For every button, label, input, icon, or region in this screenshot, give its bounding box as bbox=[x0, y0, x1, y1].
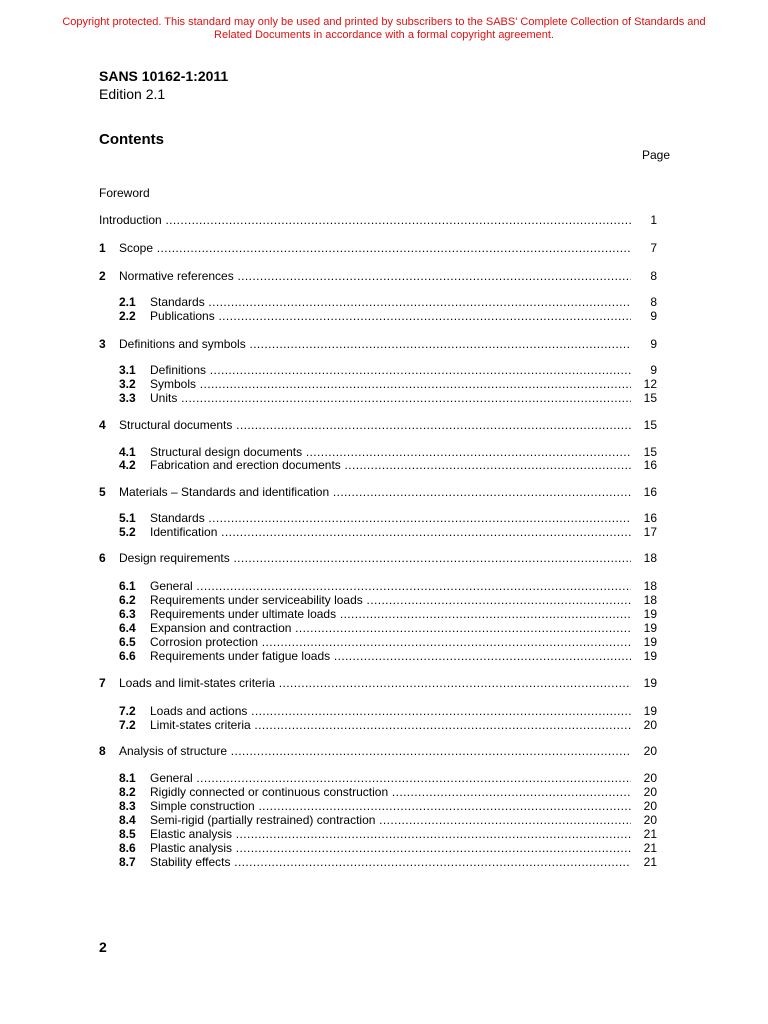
toc-entry-number: 6 bbox=[99, 551, 106, 565]
toc-entry-title: Fabrication and erection documents bbox=[150, 458, 341, 472]
toc-entry-title: Plastic analysis bbox=[150, 841, 233, 855]
toc-entry-number: 7.2 bbox=[119, 704, 136, 718]
toc-entry-title: Loads and actions bbox=[150, 704, 248, 718]
page-column-heading: Page bbox=[641, 148, 670, 162]
toc-entry[interactable] bbox=[99, 744, 657, 758]
toc-entry-title: Standards bbox=[150, 511, 205, 525]
toc-subentry[interactable] bbox=[119, 607, 657, 621]
toc-subentry[interactable] bbox=[119, 621, 657, 635]
toc-subentry[interactable] bbox=[119, 827, 657, 841]
toc-entry-title: Materials – Standards and identification bbox=[119, 485, 330, 499]
toc-entry-page: 15 bbox=[643, 391, 657, 405]
toc-entry-number: 8.5 bbox=[119, 827, 136, 841]
toc-entry-title: Requirements under serviceability loads bbox=[150, 593, 363, 607]
toc-subentry[interactable] bbox=[119, 445, 657, 459]
toc-entry-page: 19 bbox=[643, 649, 657, 663]
toc-entry-title: Standards bbox=[150, 295, 205, 309]
toc-entry[interactable] bbox=[99, 485, 657, 499]
toc-subentry[interactable] bbox=[119, 704, 657, 718]
toc-subentry[interactable] bbox=[119, 579, 657, 593]
toc-subentry[interactable] bbox=[119, 771, 657, 785]
toc-subentry[interactable] bbox=[119, 813, 657, 827]
toc-entry-page: 18 bbox=[643, 579, 657, 593]
toc-entry-number: 5 bbox=[99, 485, 106, 499]
toc-entry-number: 6.5 bbox=[119, 635, 136, 649]
copyright-notice bbox=[0, 16, 768, 42]
toc-entry[interactable] bbox=[99, 551, 657, 565]
standard-edition: Edition 2.1 bbox=[99, 86, 166, 102]
toc-entry[interactable] bbox=[99, 418, 657, 432]
toc-subentry[interactable] bbox=[119, 649, 657, 663]
toc-entry-number: 4.2 bbox=[119, 458, 136, 472]
toc-entry-page: 20 bbox=[643, 771, 657, 785]
toc-entry-page: 20 bbox=[643, 799, 657, 813]
toc-entry-number: 5.1 bbox=[119, 511, 136, 525]
toc-entry-number: 7 bbox=[99, 676, 106, 690]
toc-entry-number: 8.2 bbox=[119, 785, 136, 799]
toc-subentry[interactable] bbox=[119, 309, 657, 323]
toc-entry-number: 6.3 bbox=[119, 607, 136, 621]
toc-subentry[interactable] bbox=[119, 511, 657, 525]
toc-entry-title: Semi-rigid (partially restrained) contraction bbox=[150, 813, 376, 827]
toc-entry[interactable] bbox=[99, 337, 657, 351]
toc-entry-number: 5.2 bbox=[119, 525, 136, 539]
toc-subentry[interactable] bbox=[119, 458, 657, 472]
toc-subentry[interactable] bbox=[119, 363, 657, 377]
toc-subentry[interactable] bbox=[119, 841, 657, 855]
page-number: 2 bbox=[99, 939, 107, 955]
toc-entry-number: 8.7 bbox=[119, 855, 136, 869]
toc-entry[interactable] bbox=[99, 676, 657, 690]
standard-number: SANS 10162-1:2011 bbox=[99, 68, 229, 84]
toc-entry-number: 1 bbox=[99, 241, 106, 255]
toc-entry[interactable] bbox=[99, 269, 657, 283]
toc-entry-number: 8 bbox=[99, 744, 106, 758]
toc-entry-title: Units bbox=[150, 391, 178, 405]
toc-entry-page: 7 bbox=[650, 241, 657, 255]
toc-subentry[interactable] bbox=[119, 635, 657, 649]
toc-entry-title: Simple construction bbox=[150, 799, 255, 813]
toc-entry-number: 4.1 bbox=[119, 445, 136, 459]
toc-entry-page: 9 bbox=[650, 363, 657, 377]
toc-entry-title: Introduction bbox=[99, 213, 162, 227]
toc-entry-number: 7.2 bbox=[119, 718, 136, 732]
toc-entry-number: 8.4 bbox=[119, 813, 136, 827]
toc-entry-title: Expansion and contraction bbox=[150, 621, 292, 635]
toc-entry-page: 16 bbox=[643, 458, 657, 472]
toc-entry-title: Elastic analysis bbox=[150, 827, 233, 841]
toc-entry-title: General bbox=[150, 579, 193, 593]
toc-entry-page: 16 bbox=[643, 511, 657, 525]
toc-entry-title: Structural documents bbox=[119, 418, 233, 432]
toc-entry-page: 15 bbox=[643, 445, 657, 459]
toc-entry-title: Loads and limit-states criteria bbox=[119, 676, 276, 690]
toc-entry-title: Corrosion protection bbox=[150, 635, 259, 649]
toc-entry-page: 21 bbox=[643, 855, 657, 869]
toc-entry-page: 16 bbox=[643, 485, 657, 499]
toc-entry-number: 3.1 bbox=[119, 363, 136, 377]
toc-entry-number: 6.1 bbox=[119, 579, 136, 593]
toc-entry-page: 19 bbox=[643, 635, 657, 649]
toc-entry-title: Structural design documents bbox=[150, 445, 303, 459]
toc-entry-title: Limit-states criteria bbox=[150, 718, 251, 732]
toc-entry-number: 2.1 bbox=[119, 295, 136, 309]
copyright-line-1: Copyright protected. This standard may only be used and printed by subscribers to the SABS' Complete Collection of Standards and bbox=[62, 16, 706, 28]
toc-subentry[interactable] bbox=[119, 391, 657, 405]
toc-entry-page: 15 bbox=[643, 418, 657, 432]
toc-entry-page: 20 bbox=[643, 718, 657, 732]
toc-entry-title: Publications bbox=[150, 309, 215, 323]
toc-entry-page: 21 bbox=[643, 841, 657, 855]
toc-entry-number: 6.2 bbox=[119, 593, 136, 607]
toc-foreword[interactable]: Foreword bbox=[99, 186, 150, 200]
toc-entry-title: Analysis of structure bbox=[119, 744, 228, 758]
toc-entry-page: 20 bbox=[643, 744, 657, 758]
toc-entry-title: Scope bbox=[119, 241, 154, 255]
toc-subentry[interactable] bbox=[119, 718, 657, 732]
toc-entry-title: Stability effects bbox=[150, 855, 231, 869]
toc-entry[interactable] bbox=[99, 241, 657, 255]
toc-subentry[interactable] bbox=[119, 377, 657, 391]
toc-subentry[interactable] bbox=[119, 295, 657, 309]
toc-entry-number: 6.4 bbox=[119, 621, 136, 635]
toc-entry-page: 19 bbox=[643, 621, 657, 635]
contents-heading: Contents bbox=[99, 131, 164, 148]
toc-entry-number: 3.2 bbox=[119, 377, 136, 391]
toc-entry-number: 8.6 bbox=[119, 841, 136, 855]
toc-entry-number: 6.6 bbox=[119, 649, 136, 663]
toc-subentry[interactable] bbox=[119, 593, 657, 607]
toc-entry-title: Requirements under fatigue loads bbox=[150, 649, 331, 663]
toc-entry-title: Symbols bbox=[150, 377, 197, 391]
toc-entry-page: 19 bbox=[643, 607, 657, 621]
toc-entry-page: 19 bbox=[643, 704, 657, 718]
toc-entry-number: 8.1 bbox=[119, 771, 136, 785]
toc-subentry[interactable] bbox=[119, 855, 657, 869]
toc-entry-page: 8 bbox=[650, 269, 657, 283]
toc-entry-title: General bbox=[150, 771, 193, 785]
toc-entry-number: 3 bbox=[99, 337, 106, 351]
toc-entry-title: Definitions and symbols bbox=[119, 337, 246, 351]
toc-entry-number: 8.3 bbox=[119, 799, 136, 813]
toc-entry-number: 3.3 bbox=[119, 391, 136, 405]
toc-entry-page: 20 bbox=[643, 813, 657, 827]
toc-entry-page: 18 bbox=[643, 551, 657, 565]
toc-entry-page: 12 bbox=[643, 377, 657, 391]
toc-entry-title: Normative references bbox=[119, 269, 234, 283]
toc-entry-page: 9 bbox=[650, 309, 657, 323]
toc-entry-title: Design requirements bbox=[119, 551, 230, 565]
toc-entry-page: 18 bbox=[643, 593, 657, 607]
toc-entry-number: 4 bbox=[99, 418, 106, 432]
toc-entry-page: 20 bbox=[643, 785, 657, 799]
toc-subentry[interactable] bbox=[119, 785, 657, 799]
toc-entry-page: 1 bbox=[650, 213, 657, 227]
toc-entry-page: 19 bbox=[643, 676, 657, 690]
toc-entry-introduction[interactable] bbox=[99, 213, 657, 227]
toc-entry-title: Requirements under ultimate loads bbox=[150, 607, 337, 621]
toc-entry-page: 17 bbox=[643, 525, 657, 539]
toc-subentry[interactable] bbox=[119, 799, 657, 813]
toc-entry-number: 2 bbox=[99, 269, 106, 283]
toc-subentry[interactable] bbox=[119, 525, 657, 539]
toc-entry-page: 9 bbox=[650, 337, 657, 351]
toc-entry-title: Definitions bbox=[150, 363, 207, 377]
copyright-line-2: Related Documents in accordance with a formal copyright agreement. bbox=[214, 29, 554, 41]
toc-entry-page: 8 bbox=[650, 295, 657, 309]
toc-entry-number: 2.2 bbox=[119, 309, 136, 323]
toc-entry-title: Rigidly connected or continuous construction bbox=[150, 785, 389, 799]
toc-entry-title: Identification bbox=[150, 525, 218, 539]
toc-entry-page: 21 bbox=[643, 827, 657, 841]
